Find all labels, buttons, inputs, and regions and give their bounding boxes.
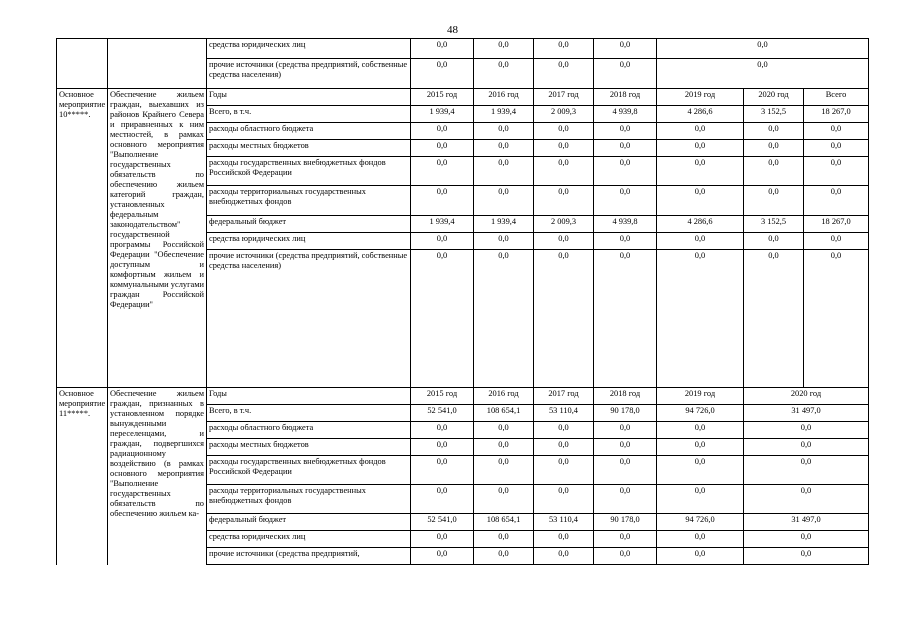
value-cell: 0,0 [411, 485, 474, 514]
value-cell: 0,0 [534, 157, 594, 186]
value-cell: 0,0 [594, 233, 657, 250]
value-cell: 0,0 [474, 186, 534, 216]
value-cell: 0,0 [411, 422, 474, 439]
value-cell: 1 939,4 [474, 106, 534, 123]
year-header: 2019 год [657, 89, 744, 106]
year-header: 2016 год [474, 89, 534, 106]
years-label: Годы [207, 89, 411, 106]
value-cell: 0,0 [594, 422, 657, 439]
value-cell: 0,0 [657, 485, 744, 514]
value-cell: 0,0 [474, 548, 534, 565]
value-cell: 0,0 [744, 233, 804, 250]
value-cell: 2 009,3 [534, 106, 594, 123]
year-header: 2019 год [657, 388, 744, 405]
value-cell: 2 009,3 [534, 216, 594, 233]
value-cell: 0,0 [804, 186, 869, 216]
value-cell: 0,0 [744, 531, 869, 548]
value-cell: 0,0 [744, 439, 869, 456]
value-cell: 0,0 [594, 250, 657, 388]
year-header: 2018 год [594, 388, 657, 405]
value-cell: 0,0 [474, 250, 534, 388]
value-cell: 0,0 [474, 422, 534, 439]
value-cell: 0,0 [657, 186, 744, 216]
merged-value-cell: 0,0 [657, 59, 869, 89]
source-label: расходы территориальных государственных внебюджетных фондов [207, 186, 411, 216]
year-header: 2017 год [534, 89, 594, 106]
value-cell: 0,0 [534, 186, 594, 216]
value-cell: 94 726,0 [657, 405, 744, 422]
value-cell: 94 726,0 [657, 514, 744, 531]
activity-cell-empty [57, 39, 108, 89]
value-cell: 0,0 [534, 59, 594, 89]
table-row [57, 39, 869, 59]
value-cell: 0,0 [534, 439, 594, 456]
source-label: прочие источники (средства предприятий, собственные средства населения) [207, 59, 411, 89]
value-cell: 0,0 [657, 123, 744, 140]
value-cell: 0,0 [594, 485, 657, 514]
value-cell: 3 152,5 [744, 216, 804, 233]
value-cell: 53 110,4 [534, 514, 594, 531]
value-cell: 0,0 [474, 59, 534, 89]
value-cell: 0,0 [744, 186, 804, 216]
source-label: федеральный бюджет [207, 514, 411, 531]
value-cell: 0,0 [657, 531, 744, 548]
value-cell: 0,0 [411, 39, 474, 59]
description-cell-empty [108, 39, 207, 89]
value-cell: 1 939,4 [474, 216, 534, 233]
value-cell: 0,0 [744, 157, 804, 186]
source-label: расходы областного бюджета [207, 123, 411, 140]
value-cell: 52 541,0 [411, 514, 474, 531]
merged-value-cell: 0,0 [657, 39, 869, 59]
value-cell: 0,0 [474, 39, 534, 59]
value-cell: 0,0 [534, 531, 594, 548]
value-cell: 0,0 [474, 233, 534, 250]
activity-name: Основное мероприятие 10*****. [57, 89, 108, 388]
value-cell: 0,0 [744, 485, 869, 514]
year-header: 2018 год [594, 89, 657, 106]
years-row [57, 388, 869, 405]
activity-name: Основное мероприятие 11*****. [57, 388, 108, 565]
source-label: средства юридических лиц [207, 39, 411, 59]
year-header: 2017 год [534, 388, 594, 405]
activity-description: Обеспечение жильем граждан, выехавших из районов Крайнего Севера и приравненных к ним местностей, в рамках основного мероприятия "Выполнение государственных обязательств по обеспечению жильем категорий граждан, установленных федеральным законодательством" государственной программы Российской Федерации "Обеспечение доступным и комфортным жильем и коммунальными услугами граждан Российской Федерации" [108, 89, 207, 388]
value-cell: 0,0 [411, 548, 474, 565]
value-cell: 0,0 [411, 250, 474, 388]
value-cell: 0,0 [804, 250, 869, 388]
source-label: расходы государственных внебюджетных фондов Российской Федерации [207, 456, 411, 485]
value-cell: 0,0 [534, 250, 594, 388]
value-cell: 0,0 [474, 157, 534, 186]
source-label: средства юридических лиц [207, 531, 411, 548]
source-label: федеральный бюджет [207, 216, 411, 233]
funding-table [56, 38, 869, 565]
source-label: расходы государственных внебюджетных фондов Российской Федерации [207, 157, 411, 186]
value-cell: 0,0 [594, 123, 657, 140]
value-cell: 90 178,0 [594, 405, 657, 422]
value-cell: 0,0 [474, 123, 534, 140]
value-cell: 4 939,8 [594, 106, 657, 123]
value-cell: 0,0 [657, 140, 744, 157]
source-label: Всего, в т.ч. [207, 106, 411, 123]
value-cell: 31 497,0 [744, 514, 869, 531]
value-cell: 0,0 [411, 456, 474, 485]
value-cell: 0,0 [744, 422, 869, 439]
value-cell: 108 654,1 [474, 405, 534, 422]
value-cell: 3 152,5 [744, 106, 804, 123]
value-cell: 0,0 [474, 140, 534, 157]
value-cell: 0,0 [474, 456, 534, 485]
year-header: 2020 год [744, 388, 869, 405]
value-cell: 4 939,8 [594, 216, 657, 233]
value-cell: 0,0 [474, 485, 534, 514]
year-header: 2020 год [744, 89, 804, 106]
value-cell: 1 939,4 [411, 106, 474, 123]
value-cell: 0,0 [411, 59, 474, 89]
value-cell: 0,0 [744, 140, 804, 157]
total-header: Всего [804, 89, 869, 106]
activity-description: Обеспечение жильем граждан, признанных в установленном порядке вынужденными переселенцами, и граждан, подвергшихся радиационному воздействию (в рамках основного мероприятия "Выполнение государственных обязательств по обеспечению жильем ка- [108, 388, 207, 565]
value-cell: 0,0 [744, 250, 804, 388]
year-header: 2015 год [411, 89, 474, 106]
value-cell: 0,0 [534, 485, 594, 514]
value-cell: 0,0 [411, 439, 474, 456]
value-cell: 18 267,0 [804, 106, 869, 123]
source-label: расходы местных бюджетов [207, 140, 411, 157]
source-label: средства юридических лиц [207, 233, 411, 250]
value-cell: 0,0 [594, 186, 657, 216]
value-cell: 0,0 [594, 531, 657, 548]
value-cell: 0,0 [657, 250, 744, 388]
value-cell: 0,0 [411, 157, 474, 186]
value-cell: 0,0 [744, 123, 804, 140]
value-cell: 0,0 [411, 140, 474, 157]
value-cell: 108 654,1 [474, 514, 534, 531]
value-cell: 0,0 [594, 456, 657, 485]
value-cell: 52 541,0 [411, 405, 474, 422]
source-label: расходы областного бюджета [207, 422, 411, 439]
value-cell: 0,0 [657, 422, 744, 439]
source-label: прочие источники (средства предприятий, [207, 548, 411, 565]
value-cell: 0,0 [744, 548, 869, 565]
value-cell: 0,0 [474, 439, 534, 456]
value-cell: 18 267,0 [804, 216, 869, 233]
value-cell: 90 178,0 [594, 514, 657, 531]
value-cell: 0,0 [804, 140, 869, 157]
value-cell: 4 286,6 [657, 216, 744, 233]
value-cell: 4 286,6 [657, 106, 744, 123]
value-cell: 0,0 [534, 123, 594, 140]
value-cell: 0,0 [411, 186, 474, 216]
source-label: Всего, в т.ч. [207, 405, 411, 422]
value-cell: 0,0 [534, 233, 594, 250]
value-cell: 0,0 [411, 233, 474, 250]
value-cell: 0,0 [657, 233, 744, 250]
source-label: расходы территориальных государственных внебюджетных фондов [207, 485, 411, 514]
value-cell: 31 497,0 [744, 405, 869, 422]
value-cell: 0,0 [804, 123, 869, 140]
source-label: прочие источники (средства предприятий, собственные средства населения) [207, 250, 411, 388]
value-cell: 0,0 [594, 548, 657, 565]
value-cell: 0,0 [594, 59, 657, 89]
page-number: 48 [447, 24, 458, 36]
value-cell: 0,0 [744, 456, 869, 485]
value-cell: 0,0 [594, 157, 657, 186]
value-cell: 0,0 [534, 548, 594, 565]
value-cell: 0,0 [804, 233, 869, 250]
value-cell: 53 110,4 [534, 405, 594, 422]
value-cell: 0,0 [534, 422, 594, 439]
value-cell: 0,0 [657, 548, 744, 565]
years-row [57, 89, 869, 106]
value-cell: 1 939,4 [411, 216, 474, 233]
value-cell: 0,0 [657, 157, 744, 186]
years-label: Годы [207, 388, 411, 405]
value-cell: 0,0 [411, 123, 474, 140]
value-cell: 0,0 [804, 157, 869, 186]
value-cell: 0,0 [657, 439, 744, 456]
value-cell: 0,0 [657, 456, 744, 485]
value-cell: 0,0 [534, 456, 594, 485]
source-label: расходы местных бюджетов [207, 439, 411, 456]
year-header: 2016 год [474, 388, 534, 405]
value-cell: 0,0 [474, 531, 534, 548]
year-header: 2015 год [411, 388, 474, 405]
value-cell: 0,0 [534, 140, 594, 157]
value-cell: 0,0 [594, 140, 657, 157]
value-cell: 0,0 [594, 39, 657, 59]
value-cell: 0,0 [534, 39, 594, 59]
value-cell: 0,0 [411, 531, 474, 548]
value-cell: 0,0 [594, 439, 657, 456]
